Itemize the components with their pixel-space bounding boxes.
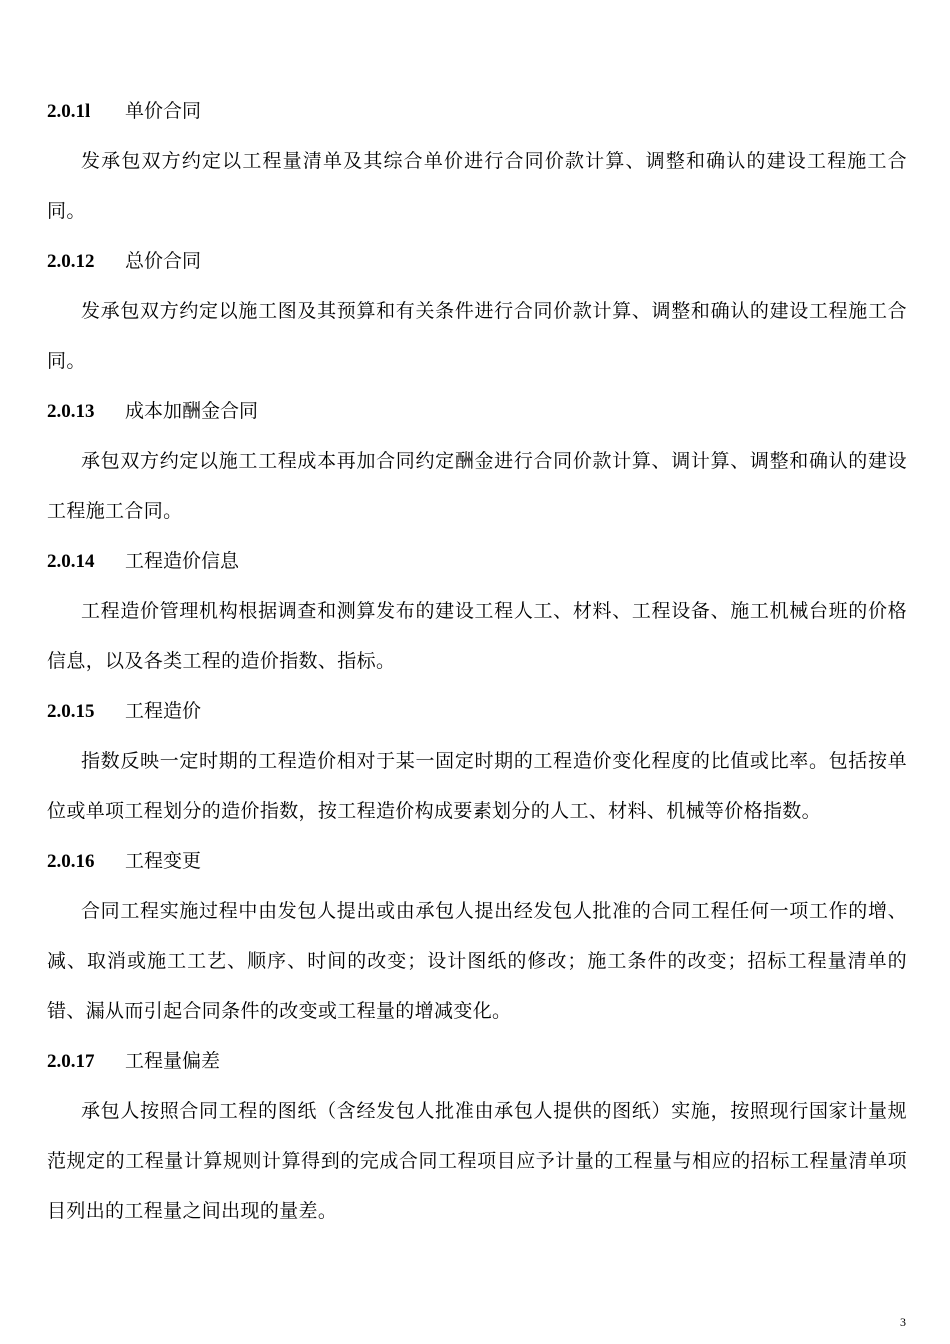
term-number: 2.0.13 bbox=[47, 401, 95, 422]
term-heading bbox=[47, 542, 907, 580]
term-2-0-14 bbox=[47, 542, 907, 686]
term-number: 2.0.14 bbox=[47, 551, 95, 572]
term-2-0-11 bbox=[47, 92, 907, 236]
term-2-0-12 bbox=[47, 242, 907, 386]
term-definition: 合同工程实施过程中由发包人提出或由承包人提出经发包人批准的合同工程任何一项工作的增、减、取消或施工工艺、顺序、时间的改变；设计图纸的修改；施工条件的改变；招标工程量清单的错、漏从而引起合同条件的改变或工程量的增减变化。 bbox=[47, 900, 907, 1022]
term-title: 工程造价信息 bbox=[125, 550, 240, 572]
term-heading bbox=[47, 692, 907, 730]
term-definition: 工程造价管理机构根据调查和测算发布的建设工程人工、材料、工程设备、施工机械台班的价格信息，以及各类工程的造价指数、指标。 bbox=[47, 600, 907, 672]
term-number: 2.0.1l bbox=[47, 101, 91, 122]
term-heading bbox=[47, 392, 907, 430]
term-title: 工程造价 bbox=[125, 700, 202, 722]
term-definition: 承包人按照合同工程的图纸（含经发包人批准由承包人提供的图纸）实施，按照现行国家计量规范规定的工程量计算规则计算得到的完成合同工程项目应予计量的工程量与相应的招标工程量清单项目列出的工程量之间出现的量差。 bbox=[47, 1100, 907, 1222]
page-content bbox=[47, 92, 907, 1242]
term-heading bbox=[47, 1042, 907, 1080]
term-heading bbox=[47, 842, 907, 880]
term-number: 2.0.17 bbox=[47, 1051, 95, 1072]
term-2-0-17 bbox=[47, 1042, 907, 1236]
page-number: 3 bbox=[900, 1315, 906, 1329]
term-definition: 发承包双方约定以工程量清单及其综合单价进行合同价款计算、调整和确认的建设工程施工合同。 bbox=[47, 150, 907, 222]
term-2-0-16 bbox=[47, 842, 907, 1036]
term-number: 2.0.16 bbox=[47, 851, 95, 872]
term-title: 成本加酬金合同 bbox=[125, 400, 259, 422]
term-heading bbox=[47, 242, 907, 280]
term-title: 工程量偏差 bbox=[125, 1050, 221, 1072]
term-heading bbox=[47, 92, 907, 130]
term-2-0-13 bbox=[47, 392, 907, 536]
term-title: 单价合同 bbox=[125, 100, 202, 122]
term-definition: 发承包双方约定以施工图及其预算和有关条件进行合同价款计算、调整和确认的建设工程施工合同。 bbox=[47, 300, 907, 372]
term-number: 2.0.12 bbox=[47, 251, 95, 272]
term-2-0-15 bbox=[47, 692, 907, 836]
term-definition: 承包双方约定以施工工程成本再加合同约定酬金进行合同价款计算、调计算、调整和确认的建设工程施工合同。 bbox=[47, 450, 907, 522]
term-number: 2.0.15 bbox=[47, 701, 95, 722]
term-title: 总价合同 bbox=[125, 250, 202, 272]
term-title: 工程变更 bbox=[125, 850, 202, 872]
term-definition: 指数反映一定时期的工程造价相对于某一固定时期的工程造价变化程度的比值或比率。包括按单位或单项工程划分的造价指数，按工程造价构成要素划分的人工、材料、机械等价格指数。 bbox=[47, 750, 907, 822]
